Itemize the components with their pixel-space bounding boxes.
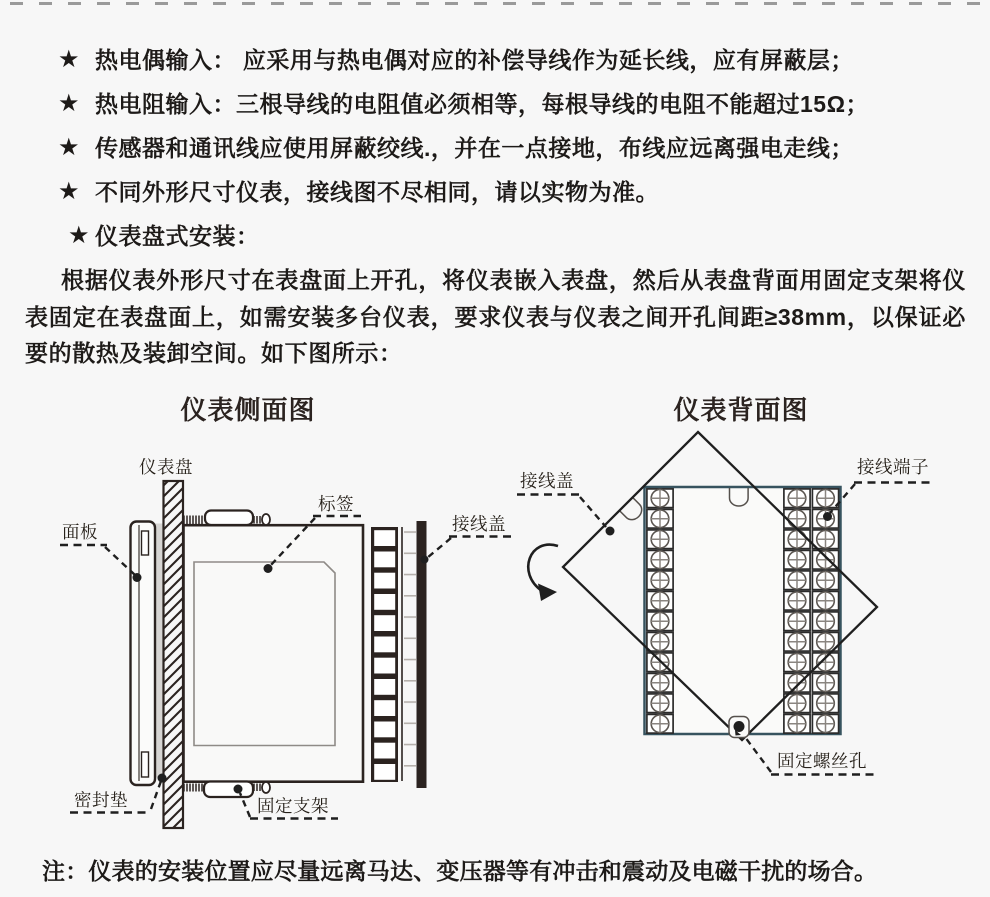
label-terminals: 接线端子 xyxy=(857,457,929,477)
front-bezel xyxy=(131,522,156,786)
label-terminal-cover-back: 接线盖 xyxy=(520,471,574,491)
star-icon: ★ xyxy=(58,46,81,73)
gasket-strip xyxy=(155,524,164,778)
bezel-clip-bottom xyxy=(142,752,149,777)
label-terminal-cover-side: 接线盖 xyxy=(452,514,506,534)
screw-hole-pointer xyxy=(745,737,771,772)
rotation-arrow xyxy=(528,545,558,601)
mount-bracket-bottom xyxy=(184,782,270,798)
label-gasket: 密封垫 xyxy=(74,790,128,810)
star-icon: ★ xyxy=(58,134,81,161)
star-icon: ★ xyxy=(58,90,81,117)
bullet-text: 不同外形尺寸仪表，接线图不尽相同，请以实物为准。 xyxy=(95,179,660,205)
bullet-text: 热电阻输入：三根导线的电阻值必须相等，每根导线的电阻不能超过15Ω； xyxy=(95,91,870,117)
fixing-screw-hole xyxy=(729,717,749,738)
back-view-diagram xyxy=(517,432,931,775)
label-front-panel: 面板 xyxy=(62,522,98,542)
panel-board-hatched xyxy=(164,481,184,828)
bullet-text: 热电偶输入： 应采用与热电偶对应的补偿导线作为延长线，应有屏蔽层； xyxy=(95,47,854,73)
star-icon: ★ xyxy=(68,222,91,249)
installation-paragraph: 根据仪表外形尺寸在表盘面上开孔，将仪表嵌入表盘，然后从表盘背面用固定支架将仪表固定在表盘面上，如需安装多台仪表，要求仪表与仪表之间开孔间距≥38mm，以保证必要的散热及装卸空间。如下图所示： xyxy=(25,267,966,366)
mount-bracket-top xyxy=(184,511,270,526)
star-icon: ★ xyxy=(58,178,81,205)
bullet-text: 仪表盘式安装： xyxy=(95,223,260,249)
terminal-cover-pointer xyxy=(427,538,451,558)
label-panel-board: 仪表盘 xyxy=(139,457,193,477)
label-sticker: 标签 xyxy=(318,494,354,514)
back-view-title: 仪表背面图 xyxy=(673,396,809,425)
terminal-ladder xyxy=(371,527,416,782)
terminal-cover-back-pointer xyxy=(580,497,606,527)
bullet-text: 传感器和通讯线应使用屏蔽绞线.，并在一点接地，布线应远离强电走线； xyxy=(95,135,854,161)
bottom-note: 注：仪表的安装位置应尽量远离马达、变压器等有冲击和震动及电磁干扰的场合。 xyxy=(42,858,878,884)
bezel-clip-top xyxy=(142,531,149,555)
side-view-title: 仪表侧面图 xyxy=(180,396,316,425)
label-bracket: 固定支架 xyxy=(257,796,329,816)
side-view-diagram xyxy=(60,457,514,828)
latch-tab-cover xyxy=(619,497,645,523)
label-screw-hole: 固定螺丝孔 xyxy=(777,751,867,771)
